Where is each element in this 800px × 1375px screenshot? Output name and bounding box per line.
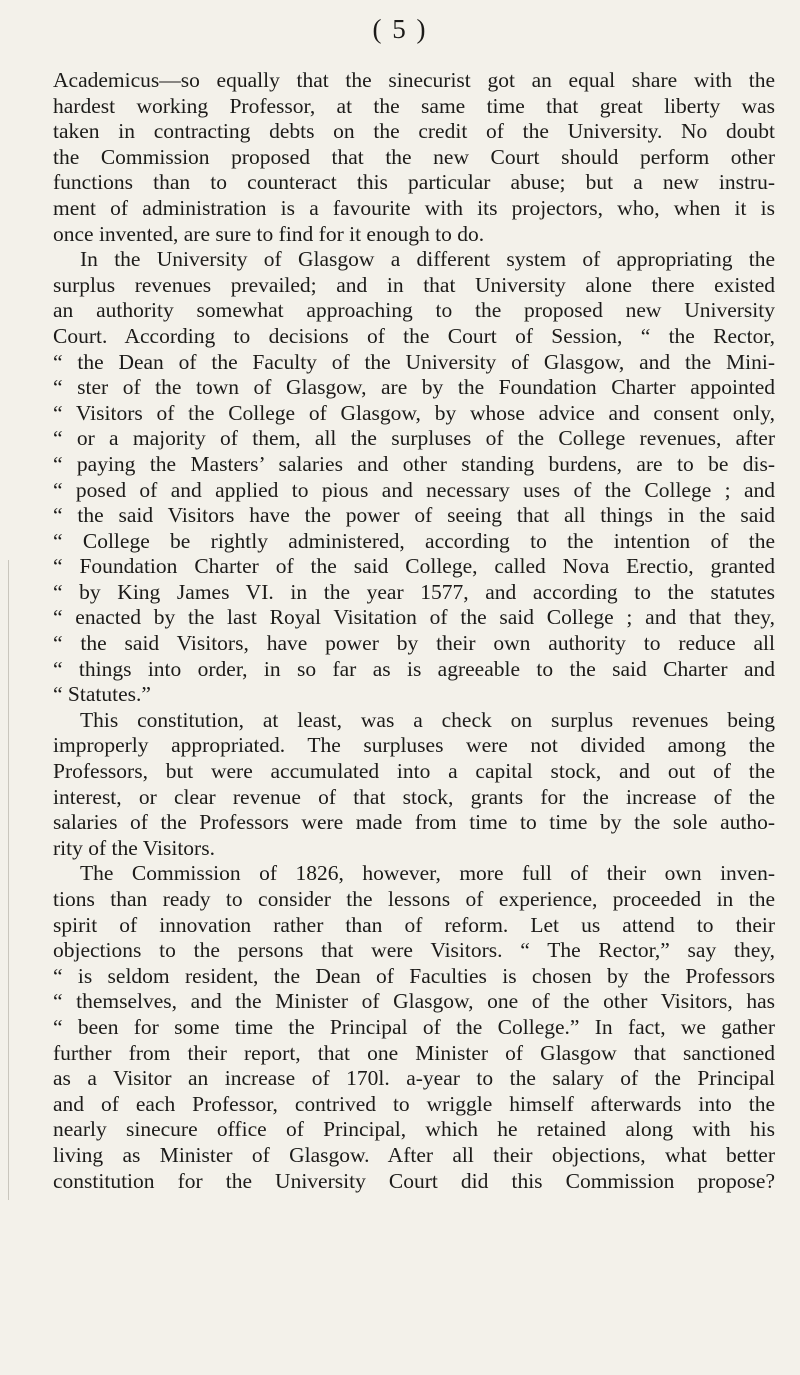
text-line: “ Statutes.” <box>53 682 151 707</box>
text-line: “ the said Visitors, have power by their own authority to reduce all <box>53 631 775 656</box>
text-line: Academicus—so equally that the sinecurist got an equal share with the <box>53 68 775 92</box>
text-line: “ paying the Masters’ salaries and other standing burdens, are to be dis- <box>53 451 775 476</box>
text-line: “ or a majority of them, all the surpluses of the College revenues, after <box>53 426 775 451</box>
text-line: “ Foundation Charter of the said College, called Nova Erectio, granted <box>53 554 775 579</box>
text-line: Court. According to decisions of the Court of Session, “ the Rector, <box>53 323 775 348</box>
text-line: tions than ready to consider the lessons of experience, proceeded in the <box>53 887 775 911</box>
text-line: once invented, are sure to find for it enough to do. <box>53 221 485 246</box>
text-line: The Commission of 1826, however, more full of their own inven- <box>80 861 775 886</box>
scan-edge-line <box>8 560 9 1200</box>
text-line: and of each Professor, contrived to wriggle himself afterwards into the <box>53 1091 775 1116</box>
body-text <box>53 68 775 1194</box>
text-line: This constitution, at least, was a check on surplus revenues being <box>80 707 775 732</box>
text-line: hardest working Professor, at the same time that great liberty was <box>53 93 775 118</box>
page-number: ( 5 ) <box>372 14 428 44</box>
text-line: “ by King James VI. in the year 1577, and according to the statutes <box>53 579 775 604</box>
text-line: constitution for the University Court did this Commission propose? <box>53 1168 775 1193</box>
text-line: “ the Dean of the Faculty of the University of Glasgow, and the Mini- <box>53 349 775 374</box>
text-line: “ the said Visitors have the power of seeing that all things in the said <box>53 503 775 528</box>
text-line: “ is seldom resident, the Dean of Faculties is chosen by the Professors <box>53 963 775 988</box>
text-line: interest, or clear revenue of that stock, grants for the increase of the <box>53 784 775 809</box>
text-line: “ Visitors of the College of Glasgow, by whose advice and consent only, <box>53 400 775 425</box>
text-line: “ College be rightly administered, according to the intention of the <box>53 528 775 553</box>
text-line: rity of the Visitors. <box>53 835 215 860</box>
text-line: Professors, but were accumulated into a capital stock, and out of the <box>53 759 775 784</box>
text-line: ment of administration is a favourite with its projectors, who, when it is <box>53 195 775 220</box>
text-line: the Commission proposed that the new Court should perform other <box>53 144 775 169</box>
text-line: “ posed of and applied to pious and necessary uses of the College ; and <box>53 477 775 502</box>
text-line: surplus revenues prevailed; and in that University alone there existed <box>53 272 775 297</box>
text-line: as a Visitor an increase of 170l. a-year to the salary of the Principal <box>53 1066 775 1091</box>
text-line: “ ster of the town of Glasgow, are by the Foundation Charter appointed <box>53 375 775 400</box>
text-line: In the University of Glasgow a different system of appropriating the <box>80 247 775 272</box>
text-line: “ been for some time the Principal of the College.” In fact, we gather <box>53 1014 775 1039</box>
text-line: “ things into order, in so far as is agreeable to the said Charter and <box>53 656 775 681</box>
text-line: functions than to counteract this particular abuse; but a new instru- <box>53 170 775 195</box>
text-line: “ themselves, and the Minister of Glasgow, one of the other Visitors, has <box>53 989 775 1014</box>
text-line: salaries of the Professors were made from time to time by the sole autho- <box>53 810 775 835</box>
text-line: living as Minister of Glasgow. After all their objections, what better <box>53 1142 775 1167</box>
text-line: further from their report, that one Minister of Glasgow that sanctioned <box>53 1040 775 1065</box>
text-line: improperly appropriated. The surpluses were not divided among the <box>53 733 775 758</box>
text-line: objections to the persons that were Visitors. “ The Rector,” say they, <box>53 938 775 963</box>
text-line: “ enacted by the last Royal Visitation of the said College ; and that they, <box>53 605 775 630</box>
text-line: spirit of innovation rather than of reform. Let us attend to their <box>53 912 775 937</box>
text-line: nearly sinecure office of Principal, which he retained along with his <box>53 1117 775 1142</box>
text-line: an authority somewhat approaching to the proposed new University <box>53 298 775 323</box>
text-line: taken in contracting debts on the credit of the University. No doubt <box>53 119 775 144</box>
